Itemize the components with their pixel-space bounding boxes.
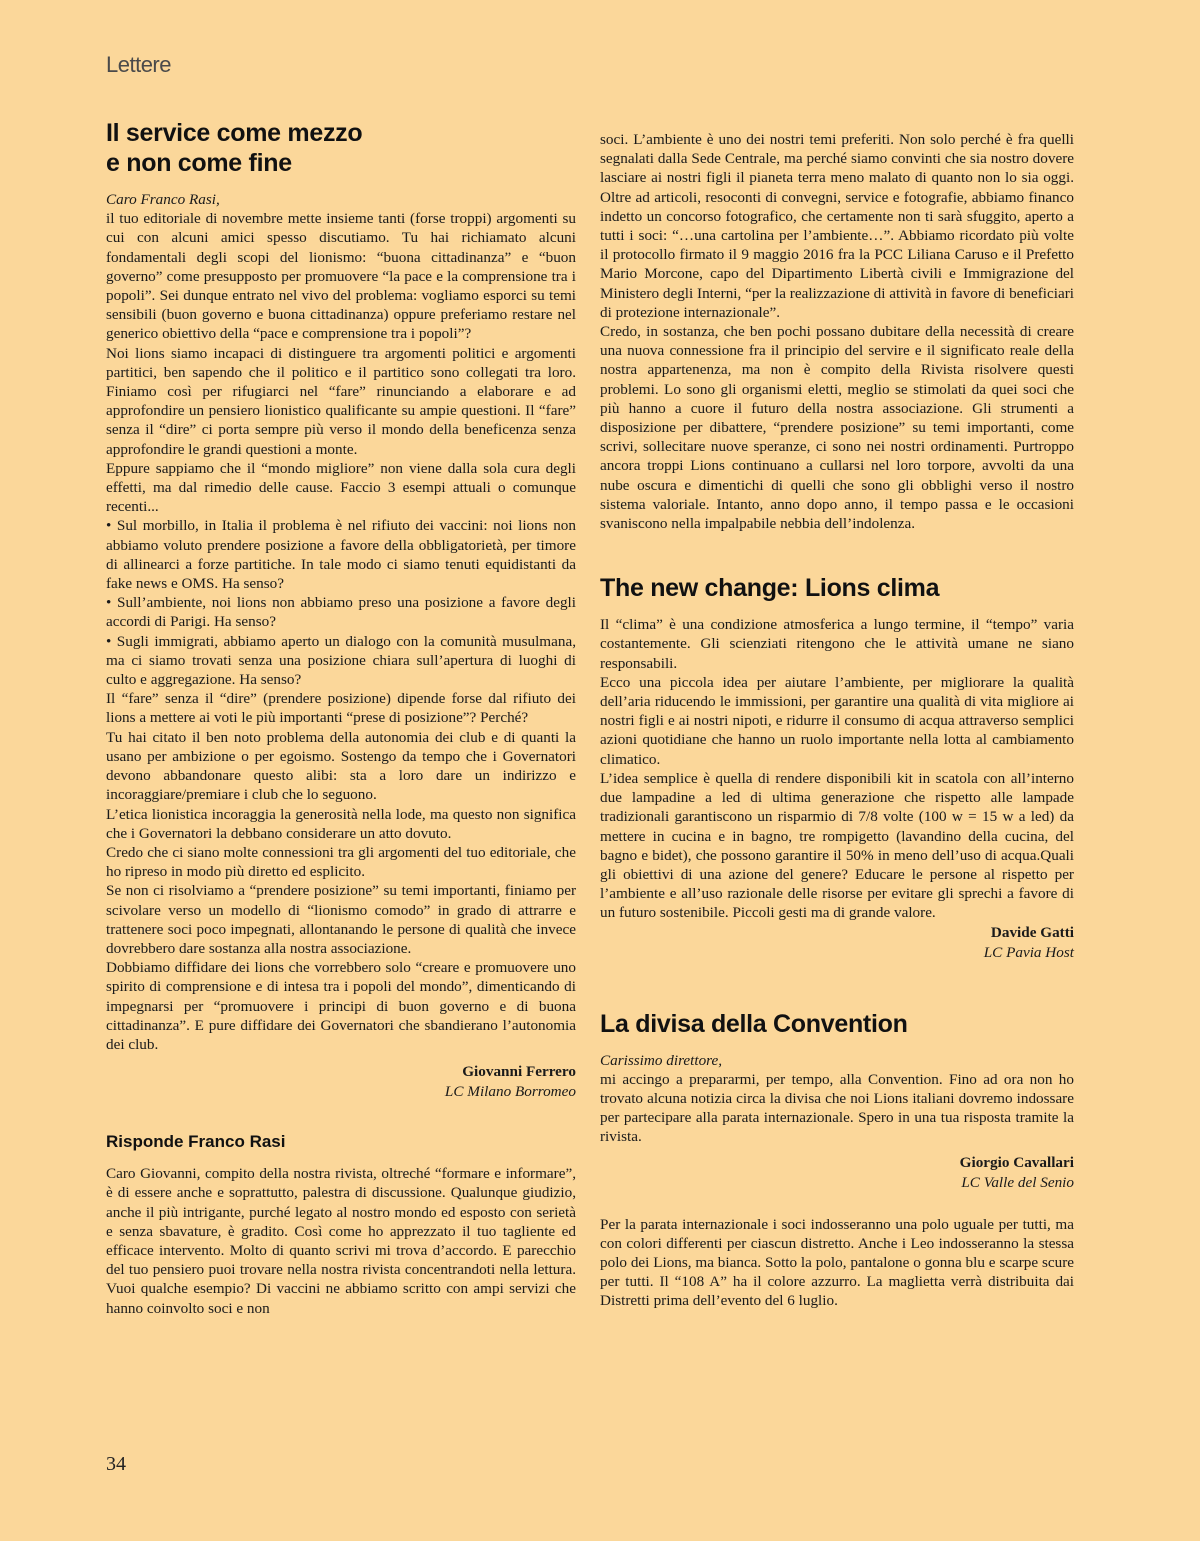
letter1-paragraph: L’etica lionistica incoraggia la generosità nella lode, ma questo non significa che i Governatori la debbano considerare un atto dovuto. xyxy=(106,805,576,842)
reply-text-continued: Credo, in sostanza, che ben pochi possano dubitare della necessità di creare una nuova connessione fra il principio del servire e il significato reale della nostra appartenenza, ma non è compito della Rivista risolvere questi problemi. Lo sono gli organismi eletti, meglio se stimolati da quei soci che più hanno a cuore il futuro della nostra associazione. Gli strumenti a disposizione per dibattere, “prendere posizione” su temi importanti, come scrivi, sollecitare nuove speranze, ci sono nei nostri ordinamenti. Purtroppo ancora troppi Lions continuano a cullarsi nel loro torpore, avvolti da una nube oscura e dimentichi di quelli che sono gli obblighi verso il nostro sistema valoriale. Intanto, anno dopo anno, il tempo passa e le occasioni svaniscono nella impalpabile nebbia dell’indolenza. xyxy=(600,323,1074,533)
letter3-title: La divisa della Convention xyxy=(600,1009,908,1038)
signature-club: LC Pavia Host xyxy=(983,943,1074,961)
signature-name: Davide Gatti xyxy=(990,923,1074,941)
signature-club: LC Milano Borromeo xyxy=(444,1083,576,1101)
letter1-paragraph: Credo che ci siano molte connessioni tra gli argomenti del tuo editoriale, che ho ripreso in modo più diretto ed esplicito. xyxy=(106,843,576,881)
letter1-paragraph: Eppure sappiamo che il “mondo migliore” non viene dalla sola cura degli effetti, ma dal rimedio delle cause. Faccio 3 esempi attuali o comunque recenti... xyxy=(106,459,576,516)
reply-text: Caro Giovanni, compito della nostra rivista, oltreché “formare e informare”, è di essere anche e soprattutto, palestra di discussione. Qualunque giudizio, anche il più intrigante, purché legato al nostro mondo ed esposto con serietà e senza sbavature, è gradito. Così come ho apprezzato il tuo tagliente ed efficace intervento. Molto di quanto scrivi mi trova d’accordo. E parecchio del tuo pensiero puoi trovare nella nostra rivista concentrandoti nella lettura. Vuoi qualche esempio? Di vaccini ne abbiamo scritto con ampi servizi che hanno coinvolto soci e non xyxy=(106,1165,576,1317)
page-number: 34 xyxy=(106,1453,126,1475)
signature-name: Giorgio Cavallari xyxy=(959,1153,1074,1171)
letter1-paragraph: • Sugli immigrati, abbiamo aperto un dialogo con la comunità musulmana, ma ci siamo trovati senza una posizione chiara sull’apertura di luoghi di culto e aggregazione. Ha senso? xyxy=(106,632,576,689)
signature-name: Giovanni Ferrero xyxy=(462,1063,576,1081)
right-column xyxy=(600,130,1074,1311)
reply-heading: Risponde Franco Rasi xyxy=(106,1132,286,1152)
letter1-paragraph: Tu hai citato il ben noto problema della autonomia dei club e di quanti la usano per ambizione o per egoismo. Sostengo da tempo che i Governatori devono abbandonare questo alibi: sta a loro dare un indirizzo e incoraggiare/premiare i club che lo seguono. xyxy=(106,728,576,804)
signature-club: LC Valle del Senio xyxy=(961,1173,1074,1191)
letter3-answer: Per la parata internazionale i soci indosseranno una polo uguale per tutti, ma con colori differenti per ciascun distretto. Anche i Leo indosseranno la stessa polo dei Lions, ma bianca. Sotto la polo, pantalone o gonna blu e scarpe scure per tutti. Il “108 A” ha il colore azzurro. La maglietta verrà distribuita dai Distretti prima dell’evento del 6 luglio. xyxy=(600,1215,1074,1310)
letter2-paragraph: Il “clima” è una condizione atmosferica a lungo termine, il “tempo” varia costantemente. Gli scienziati ritengono che le attività umane ne siano responsabili. xyxy=(600,616,1074,672)
letter2-title: The new change: Lions clima xyxy=(600,574,940,603)
letter2-paragraph: Ecco una piccola idea per aiutare l’ambiente, per migliorare la qualità dell’aria riducendo le immissioni, per garantire una qualità di vita migliore ai nostri figli e ai nostri nipoti, e ridurre il consumo di acqua attraverso semplici azioni quotidiane che hanno un ruolo importante nella lotta al cambiamento climatico. xyxy=(600,673,1074,768)
letter3-text: mi accingo a prepararmi, per tempo, alla Convention. Fino ad ora non ho trovato alcuna notizia circa la divisa che noi Lions italiani dovremo indossare per partecipare alla parata internazionale. Spero in una tua risposta tramite la rivista. xyxy=(600,1070,1074,1146)
letter1-salutation: Caro Franco Rasi, xyxy=(106,191,220,208)
letter1-paragraph: il tuo editoriale di novembre mette insieme tanti (forse troppi) argomenti su cui con alcuni amici spesso discutiamo. Tu hai richiamato alcuni fondamentali degli scopi del lionismo: “buona cittadinanza” e “buon governo” come presupposto per promuovere “la pace e la comprensione tra i popoli”. Sei dunque entrato nel vivo del problema: vogliamo esporci su temi sensibili (buon governo e buona cittadinanza) oppure preferiamo restare nel generico obiettivo della “pace e comprensione tra i popoli”? xyxy=(106,210,576,343)
letter2-paragraph: L’idea semplice è quella di rendere disponibili kit in scatola con all’interno due lampadine a led di ultima generazione che rispetto alle lampade tradizionali garantiscono un risparmio di 7/8 volte (100 w = 15 w a led) da mettere in cucina e in bagno, tre rompigetto (lavandino della cucina, del bagno e bidet), che possono garantire il 50% in meno dell’uso di acqua.Quali gli obiettivi di una azione del genere? Educare le persone al rispetto per l’ambiente e all’uso razionale delle risorse per evitare gli sprechi a favore di un futuro sostenibile. Piccoli gesti ma di grande valore. xyxy=(600,769,1074,922)
letter1-paragraph: Noi lions siamo incapaci di distinguere tra argomenti politici e argomenti partitici, ben sapendo che il politico e il partitico sono collegati tra loro. Finiamo così per rifugiarci nel “fare” rinunciando a elaborare e ad approfondire un pensiero lionistico qualificante su ampie questioni. Il “fare” senza il “dire” ci porta sempre più verso il mondo della beneficenza senza approfondire le grandi questioni a monte. xyxy=(106,344,576,458)
letter1-paragraph: • Sull’ambiente, noi lions non abbiamo preso una posizione a favore degli accordi di Parigi. Ha senso? xyxy=(106,594,576,631)
letter1-paragraph: Dobbiamo diffidare dei lions che vorrebbero solo “creare e promuovere uno spirito di comprensione e di intesa tra i popoli del mondo”, dimenticando di impegnarsi per “promuovere i principi di buon governo e di buona cittadinanza”. E pure diffidare dei Governatori che sbandierano l’autonomia dei club. xyxy=(106,959,576,1053)
letter2-signature xyxy=(600,923,1074,963)
left-column xyxy=(106,118,576,1318)
letter1-signature xyxy=(106,1062,576,1102)
letter1-title-line1: Il service come mezzo xyxy=(106,119,363,147)
letter1-paragraph: Il “fare” senza il “dire” (prendere posizione) dipende forse dal rifiuto dei lions a mettere ai voti le più importanti “prese di posizione”? Perché? xyxy=(106,690,576,727)
letter1-title-line2: e non come fine xyxy=(106,149,292,177)
letter1-paragraph: Se non ci risolviamo a “prendere posizione” su temi importanti, finiamo per scivolare verso un modello di “lionismo comodo” in grado di attrarre e trattenere soci poco impegnati, allontanando le persone di qualità che invece dovrebbero dare sostanza alla nostra associazione. xyxy=(106,882,576,957)
letter3-signature xyxy=(600,1153,1074,1193)
letter1-title xyxy=(106,118,576,178)
letter3-salutation: Carissimo direttore, xyxy=(600,1051,723,1069)
letter1-paragraph: • Sul morbillo, in Italia il problema è nel rifiuto dei vaccini: noi lions non abbiamo voluto prendere posizione a favore della obbligatorietà, per timore di allinearci a forze partitiche. In tale modo ci siamo tenuti equidistanti da fake news e OMS. Ha senso? xyxy=(106,517,576,593)
reply-text-continued: soci. L’ambiente è uno dei nostri temi preferiti. Non solo perché è fra quelli segnalati dalla Sede Centrale, ma perché siamo convinti che sia nostro dovere lasciare ai nostri figli il pianeta terra meno malato di quanto non lo sia oggi. Oltre ad articoli, resoconti di convegni, service e fotografie, abbiamo financo indetto un concorso fotografico, che certamente non ti sarà sfuggito, aperto a tutti i soci: “…una cartolina per l’ambiente…”. Abbiamo ricordato più volte il protocollo firmato il 9 maggio 2016 fra la PCC Liliana Caruso e il Prefetto Mario Morcone, capo del Dipartimento Libertà civili e Immigrazione del Ministero degli Interni, “per la realizzazione di attività in favore di beneficiari di protezione internazionale”. xyxy=(600,131,1074,321)
section-label: Lettere xyxy=(106,52,171,77)
